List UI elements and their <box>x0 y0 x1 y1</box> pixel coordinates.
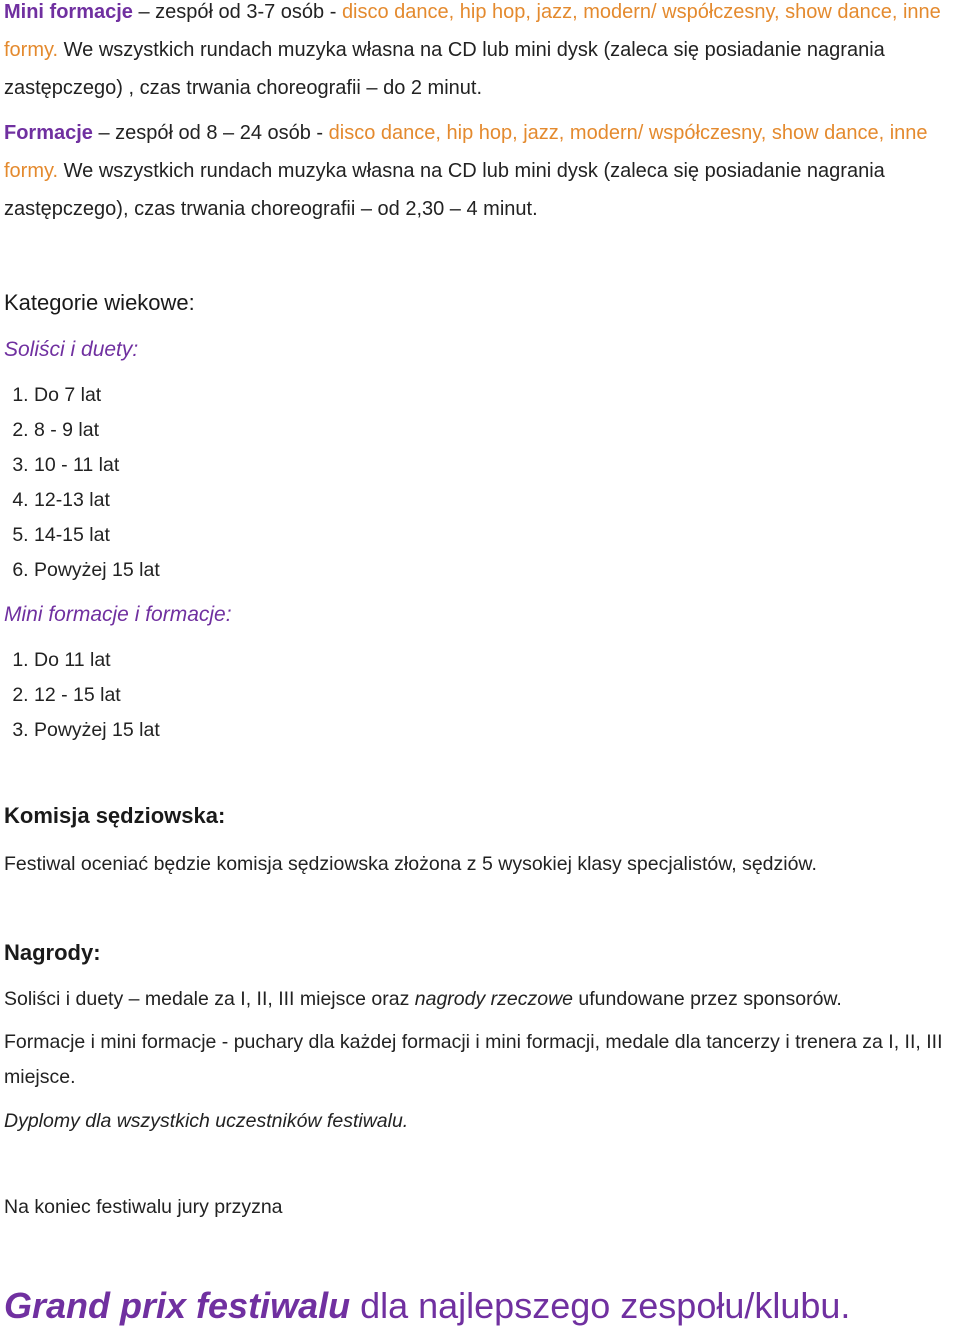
mini-formacje-rules: We wszystkich rundach muzyka własna na CD lub mini dysk (zaleca się posiadanie nagrania zastępczego) , czas trwania choreografii – do 2 minut. <box>4 39 885 99</box>
nagrody-solo-prizes: nagrody rzeczowe <box>414 988 573 1010</box>
list-item: 1. Do 7 lat <box>34 378 160 413</box>
formacje-label: Formacje <box>4 122 93 144</box>
solo-heading: Soliści i duety: <box>4 338 139 361</box>
mini-formacje-label: Mini formacje <box>4 1 133 23</box>
group-age-list <box>0 643 160 748</box>
komisja-heading: Komisja sędziowska: <box>4 803 226 828</box>
group-heading: Mini formacje i formacje: <box>4 603 232 626</box>
komisja-text: Festiwal oceniać będzie komisja sędziowska złożona z 5 wysokiej klasy specjalistów, sędziów. <box>4 853 817 875</box>
nagrody-heading: Nagrody: <box>4 940 101 965</box>
kategorie-heading: Kategorie wiekowe: <box>4 290 195 315</box>
formacje-paragraph <box>4 114 956 228</box>
list-item: 4. 12-13 lat <box>34 483 160 518</box>
mini-formacje-paragraph <box>4 0 956 107</box>
mini-formacje-size: – zespół od 3-7 osób - <box>132 1 342 23</box>
grand-prix-rest: dla najlepszego zespołu/klubu. <box>350 1285 851 1326</box>
nagrody-solo-sponsors: ufundowane przez sponsorów. <box>573 988 842 1010</box>
nagrody-solo-text: Soliści i duety – medale za I, II, III miejsce oraz <box>4 988 415 1010</box>
nagrody-dyplomy: Dyplomy dla wszystkich uczestników festiwalu. <box>4 1110 409 1132</box>
nagrody-solo <box>4 982 956 1017</box>
grand-prix-line <box>4 1282 850 1330</box>
list-item: 5. 14-15 lat <box>34 518 160 553</box>
nagrody-group: Formacje i mini formacje - puchary dla każdej formacji i mini formacji, medale dla tancerzy i trenera za I, II, III miejsce. <box>4 1031 943 1088</box>
list-item: 6. Powyżej 15 lat <box>34 553 160 588</box>
grand-prix-title: Grand prix festiwalu <box>4 1285 351 1326</box>
formacje-size: – zespół od 8 – 24 osób - <box>92 122 329 144</box>
list-item: 3. 10 - 11 lat <box>34 448 160 483</box>
list-item: 3. Powyżej 15 lat <box>34 713 160 748</box>
solo-age-list <box>0 378 160 588</box>
jury-text: Na koniec festiwalu jury przyzna <box>4 1196 283 1218</box>
mini-formacje-styles: disco dance, hip hop, jazz, modern/ współczesny, show dance, inne formy. <box>4 1 941 61</box>
list-item: 2. 12 - 15 lat <box>34 678 160 713</box>
list-item: 1. Do 11 lat <box>34 643 160 678</box>
formacje-styles: disco dance, hip hop, jazz, modern/ współczesny, show dance, inne formy. <box>4 122 928 182</box>
list-item: 2. 8 - 9 lat <box>34 413 160 448</box>
formacje-rules: We wszystkich rundach muzyka własna na CD lub mini dysk (zaleca się posiadanie nagrania zastępczego), czas trwania choreografii – od 2,30 – 4 minut. <box>4 160 885 220</box>
